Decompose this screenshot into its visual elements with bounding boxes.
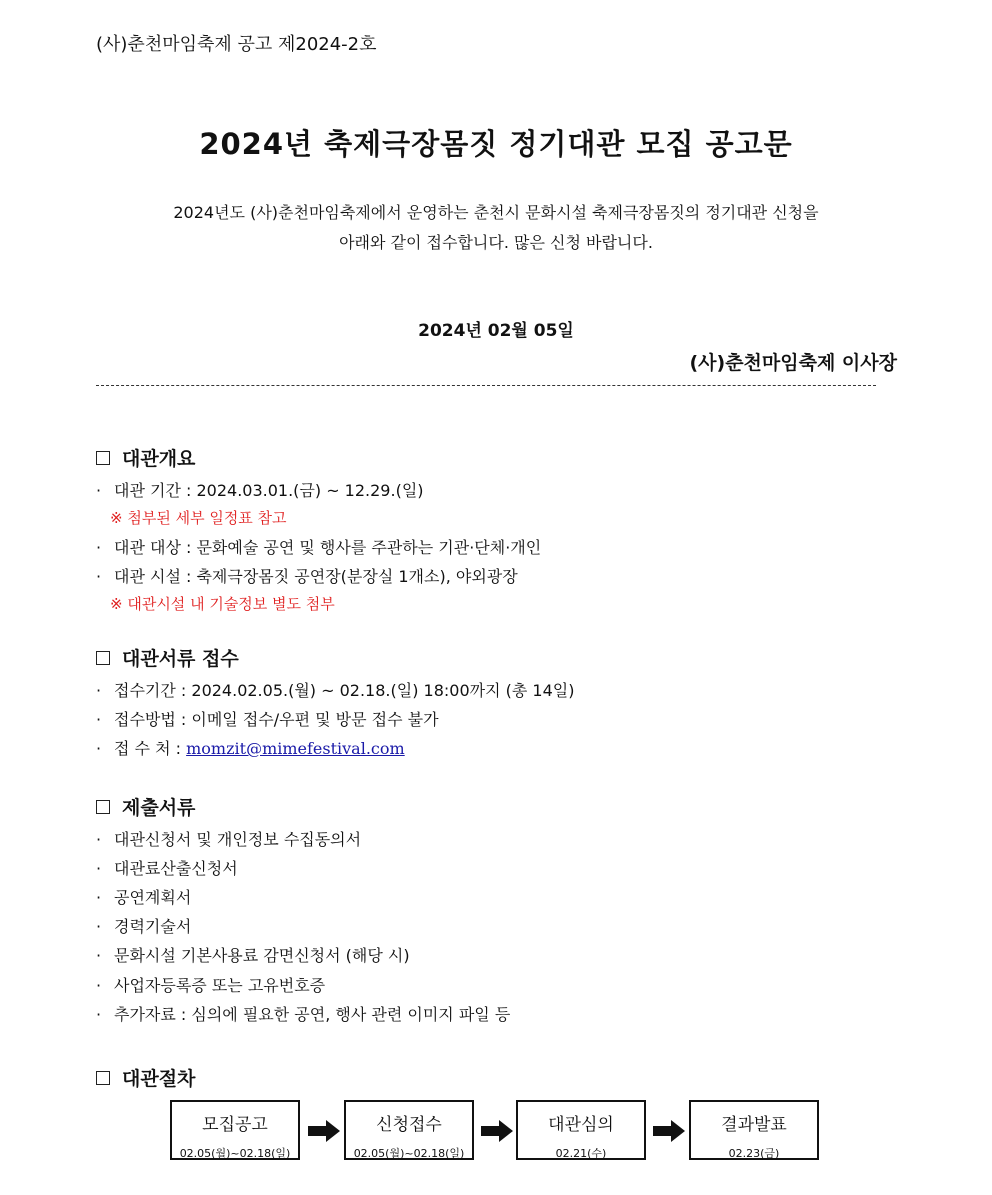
right-arrow-icon [481, 1120, 513, 1142]
section-heading-label: 대관절차 [122, 1068, 196, 1090]
list-item [96, 678, 574, 701]
email-link[interactable]: momzit@mimefestival.com [186, 739, 405, 758]
document-item: 사업자등록증 또는 고유번호증 [114, 976, 326, 995]
list-item [96, 914, 191, 937]
recipient-label: 접 수 처 : [114, 739, 187, 758]
intro-line-2: 아래와 같이 접수합니다. 많은 신청 바랍니다. [339, 233, 653, 252]
right-arrow-icon [653, 1120, 685, 1142]
procedure-step-announcement [689, 1100, 819, 1160]
step-title: 모집공고 [202, 1115, 268, 1135]
list-item [96, 973, 325, 996]
document-item: 경력기술서 [114, 917, 192, 936]
bullet-icon: · [96, 739, 102, 758]
list-item [96, 856, 238, 879]
list-item [96, 707, 439, 730]
bullet-icon: · [96, 976, 102, 995]
section-heading-label: 대관개요 [122, 448, 196, 470]
list-item [96, 736, 405, 759]
bullet-icon: · [96, 538, 102, 557]
list-item [96, 1002, 510, 1025]
bullet-icon: · [96, 859, 102, 878]
document-item: 추가자료 : 심의에 필요한 공연, 행사 관련 이미지 파일 등 [114, 1005, 511, 1024]
bullet-icon: · [96, 946, 102, 965]
procedure-step-review [516, 1100, 646, 1160]
procedure-step-application [344, 1100, 474, 1160]
section-heading-label: 대관서류 접수 [122, 648, 239, 670]
list-item [96, 478, 424, 501]
list-item [96, 885, 191, 908]
empty-square-icon [96, 1071, 110, 1085]
section-heading-submission [96, 644, 239, 671]
rental-period: 대관 기간 : 2024.03.01.(금) ~ 12.29.(일) [114, 481, 424, 500]
bullet-icon: · [96, 481, 102, 500]
issuer-name: (사)춘천마임축제 이사장 [689, 352, 897, 374]
dashed-divider [96, 385, 876, 386]
document-item: 문화시설 기본사용료 감면신청서 (해당 시) [114, 946, 410, 965]
right-arrow-icon [308, 1120, 340, 1142]
section-heading-overview [96, 444, 195, 471]
section-heading-label: 제출서류 [122, 797, 196, 819]
step-date: 02.05(월)~02.18(일) [179, 1147, 291, 1160]
bullet-icon: · [96, 1005, 102, 1024]
section-heading-procedure [96, 1064, 195, 1091]
rental-target: 대관 대상 : 문화예술 공연 및 행사를 주관하는 기관·단체·개인 [114, 538, 542, 557]
empty-square-icon [96, 651, 110, 665]
step-title: 신청접수 [376, 1115, 442, 1135]
document-item: 공연계획서 [114, 888, 192, 907]
intro-line-1: 2024년도 (사)춘천마임축제에서 운영하는 춘천시 문화시설 축제극장몸짓의 정기대관 신청을 [173, 203, 819, 222]
period-note: ※ 첨부된 세부 일정표 참고 [110, 509, 287, 527]
document-item: 대관료산출신청서 [114, 859, 238, 878]
notice-date: 2024년 02월 05일 [418, 321, 574, 341]
list-item [96, 827, 361, 850]
step-date: 02.21(수) [555, 1147, 607, 1160]
step-title: 결과발표 [721, 1115, 787, 1135]
list-item [96, 535, 541, 558]
section-heading-documents [96, 793, 195, 820]
document-title: 2024년 축제극장몸짓 정기대관 모집 공고문 [199, 127, 793, 161]
bullet-icon: · [96, 710, 102, 729]
empty-square-icon [96, 800, 110, 814]
facility-note: ※ 대관시설 내 기술정보 별도 첨부 [110, 595, 335, 613]
document-item: 대관신청서 및 개인정보 수집동의서 [114, 830, 362, 849]
step-date: 02.23(금) [728, 1147, 780, 1160]
submission-period: 접수기간 : 2024.02.05.(월) ~ 02.18.(일) 18:00까지 (총 14일) [114, 681, 575, 700]
bullet-icon: · [96, 681, 102, 700]
procedure-step-recruitment [170, 1100, 300, 1160]
bullet-icon: · [96, 567, 102, 586]
submission-method: 접수방법 : 이메일 접수/우편 및 방문 접수 불가 [114, 710, 439, 729]
bullet-icon: · [96, 888, 102, 907]
list-item [96, 943, 410, 966]
notice-number: (사)춘천마임축제 공고 제2024-2호 [96, 34, 377, 55]
bullet-icon: · [96, 917, 102, 936]
step-title: 대관심의 [548, 1115, 614, 1135]
bullet-icon: · [96, 830, 102, 849]
step-date: 02.05(월)~02.18(일) [353, 1147, 465, 1160]
rental-facility: 대관 시설 : 축제극장몸짓 공연장(분장실 1개소), 야외광장 [114, 567, 518, 586]
empty-square-icon [96, 451, 110, 465]
list-item [96, 564, 518, 587]
